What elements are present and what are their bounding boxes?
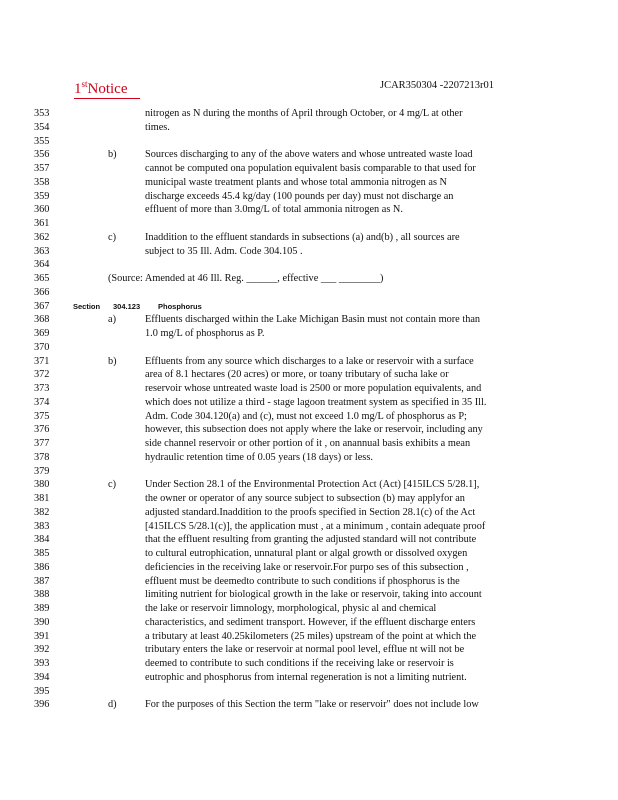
line-number: 362 bbox=[34, 231, 50, 243]
line-number: 386 bbox=[34, 561, 50, 573]
line-number: 376 bbox=[34, 424, 50, 436]
text-line bbox=[0, 410, 618, 424]
line-text: that the effluent resulting from granting the adjusted standard will not contribute bbox=[145, 534, 477, 546]
line-text: nitrogen as N during the months of April through October, or 4 mg/L at other bbox=[145, 108, 463, 119]
line-text: cannot be computed ona population equivalent basis comparable to that used for bbox=[145, 163, 476, 174]
document-id: JCAR350304 -2207213r01 bbox=[380, 80, 495, 91]
text-line bbox=[0, 437, 618, 451]
line-number: 363 bbox=[34, 245, 50, 257]
text-line bbox=[0, 657, 618, 671]
line-number: 359 bbox=[34, 190, 50, 202]
subsection-label: c) bbox=[108, 479, 116, 491]
subsection-label: a) bbox=[108, 314, 116, 326]
line-text: hydraulic retention time of 0.05 years (18 days) or less. bbox=[145, 451, 373, 463]
line-number: 392 bbox=[34, 644, 50, 656]
line-number: 370 bbox=[34, 341, 50, 353]
line-text: which does not utilize a third - stage lagoon treatment system as specified in 35 Ill. bbox=[145, 396, 487, 408]
text-line bbox=[0, 423, 618, 437]
line-text: effluent must be deemedto contribute to such conditions if phosphorus is the bbox=[145, 575, 460, 587]
text-line bbox=[0, 588, 618, 602]
line-text: deficiencies in the receiving lake or reservoir.For purpo ses of this subsection , bbox=[145, 561, 469, 573]
text-line bbox=[0, 643, 618, 657]
line-text: For the purposes of this Section the term "lake or reservoir" does not include low bbox=[145, 699, 479, 711]
text-line bbox=[0, 506, 618, 520]
line-text: tributary enters the lake or reservoir at normal pool level, efflue nt will not be bbox=[145, 644, 465, 656]
subsection-label: c) bbox=[108, 231, 116, 243]
line-text: Under Section 28.1 of the Environmental Protection Act (Act) [415ILCS 5/28.1], bbox=[145, 479, 480, 491]
text-line bbox=[0, 478, 618, 492]
text-line bbox=[0, 231, 618, 245]
line-text: the lake or reservoir limnology, morphological, physic al and chemical bbox=[145, 603, 437, 614]
line-text: 1.0 mg/L of phosphorus as P. bbox=[145, 328, 265, 339]
text-line bbox=[0, 451, 618, 465]
text-line bbox=[0, 258, 618, 272]
line-text: a tributary at least 40.25kilometers (25 miles) upstream of the point at which the bbox=[145, 630, 477, 642]
line-text: subject to 35 Ill. Adm. Code 304.105 . bbox=[145, 245, 303, 257]
text-line bbox=[0, 300, 618, 314]
line-number: 371 bbox=[34, 355, 50, 367]
text-line bbox=[0, 121, 618, 135]
line-number: 361 bbox=[34, 218, 50, 229]
line-number: 372 bbox=[34, 369, 50, 381]
line-number: 391 bbox=[34, 630, 50, 642]
line-number: 354 bbox=[34, 121, 50, 133]
text-line bbox=[0, 176, 618, 190]
line-text: the owner or operator of any source subject to subsection (b) may applyfor an bbox=[145, 493, 465, 504]
line-text: Adm. Code 304.120(a) and (c), must not exceed 1.0 mg/L of phosphorus as P; bbox=[145, 410, 467, 422]
text-line bbox=[0, 313, 618, 327]
text-line bbox=[0, 465, 618, 479]
line-number: 366 bbox=[34, 286, 50, 298]
first-notice-label bbox=[74, 76, 140, 99]
text-line bbox=[0, 327, 618, 341]
line-text: to cultural eutrophication, unnatural plant or algal growth or dissolved oxygen bbox=[145, 548, 468, 559]
line-text: limiting nutrient for biological growth in the lake or reservoir, taking into account bbox=[145, 589, 482, 601]
section-number: 304.123 bbox=[113, 301, 141, 311]
text-line bbox=[0, 341, 618, 355]
line-number: 387 bbox=[34, 575, 50, 587]
text-line bbox=[0, 602, 618, 616]
text-line bbox=[0, 547, 618, 561]
text-line bbox=[0, 272, 618, 286]
line-text: reservoir whose untreated waste load is 2500 or more population equivalents, and bbox=[145, 383, 482, 394]
text-line bbox=[0, 671, 618, 685]
line-number: 375 bbox=[34, 410, 50, 422]
subsection-label: b) bbox=[108, 355, 117, 367]
line-number: 393 bbox=[34, 658, 50, 669]
text-line bbox=[0, 382, 618, 396]
text-line bbox=[0, 630, 618, 644]
line-number: 384 bbox=[34, 534, 50, 546]
line-number: 379 bbox=[34, 465, 50, 477]
line-text: effluent of more than 3.0mg/L of total ammonia nitrogen as N. bbox=[145, 204, 403, 216]
text-line bbox=[0, 616, 618, 630]
line-text: (Source: Amended at 46 Ill. Reg. ______, effective ___ ________) bbox=[108, 273, 384, 284]
text-line bbox=[0, 203, 618, 217]
line-number: 353 bbox=[34, 108, 50, 119]
section-title: Phosphorus bbox=[158, 301, 202, 311]
line-text: deemed to contribute to such conditions if the receiving lake or reservoir is bbox=[145, 658, 454, 669]
line-number: 394 bbox=[34, 671, 50, 683]
line-number: 360 bbox=[34, 204, 50, 216]
text-line bbox=[0, 162, 618, 176]
line-text: characteristics, and sediment transport. However, if the effluent discharge enters bbox=[145, 616, 476, 628]
line-number: 367 bbox=[34, 300, 50, 312]
line-number: 356 bbox=[34, 149, 50, 161]
line-number: 395 bbox=[34, 685, 50, 697]
text-line bbox=[0, 217, 618, 231]
line-number: 380 bbox=[34, 479, 50, 491]
subsection-label: b) bbox=[108, 149, 117, 161]
line-text: area of 8.1 hectares (20 acres) or more, or toany tributary of sucha lake or bbox=[145, 369, 449, 381]
line-number: 374 bbox=[34, 396, 50, 408]
page-header bbox=[0, 76, 618, 96]
line-number: 390 bbox=[34, 616, 50, 628]
text-line bbox=[0, 286, 618, 300]
line-number: 396 bbox=[34, 699, 50, 711]
line-number: 373 bbox=[34, 383, 50, 394]
line-text: discharge exceeds 45.4 kg/day (100 pounds per day) must not discharge an bbox=[145, 190, 454, 202]
text-line bbox=[0, 520, 618, 534]
text-line bbox=[0, 190, 618, 204]
line-number: 369 bbox=[34, 328, 50, 339]
line-text: times. bbox=[145, 121, 170, 133]
text-line bbox=[0, 148, 618, 162]
line-number: 358 bbox=[34, 176, 50, 188]
subsection-label: d) bbox=[108, 699, 117, 711]
line-number: 385 bbox=[34, 548, 50, 559]
line-number: 388 bbox=[34, 589, 50, 601]
text-line bbox=[0, 355, 618, 369]
text-line bbox=[0, 135, 618, 149]
line-number: 364 bbox=[34, 259, 50, 271]
text-line bbox=[0, 698, 618, 712]
line-text: Effluents discharged within the Lake Michigan Basin must not contain more than bbox=[145, 314, 481, 326]
document-body bbox=[0, 107, 618, 712]
text-line bbox=[0, 107, 618, 121]
line-number: 381 bbox=[34, 493, 50, 504]
line-number: 378 bbox=[34, 451, 50, 463]
line-text: Sources discharging to any of the above waters and whose untreated waste load bbox=[145, 149, 473, 161]
line-text: side channel reservoir or other portion of it , on anannual basis exhibits a mean bbox=[145, 438, 471, 449]
line-text: municipal waste treatment plants and whose total ammonia nitrogen as N bbox=[145, 176, 447, 188]
text-line bbox=[0, 245, 618, 259]
text-line bbox=[0, 685, 618, 699]
line-number: 357 bbox=[34, 163, 50, 174]
text-line bbox=[0, 575, 618, 589]
line-number: 377 bbox=[34, 438, 50, 449]
text-line bbox=[0, 533, 618, 547]
line-text: [415ILCS 5/28.1(c)], the application must , at a minimum , contain adequate proof bbox=[145, 520, 486, 532]
section-label: Section bbox=[73, 301, 101, 311]
notice-superscript: st bbox=[81, 79, 88, 89]
line-text: adjusted standard.Inaddition to the proofs specified in Section 28.1(c) of the Act bbox=[145, 506, 476, 518]
line-text: Effluents from any source which discharges to a lake or reservoir with a surface bbox=[145, 355, 474, 367]
line-number: 389 bbox=[34, 603, 50, 614]
line-number: 383 bbox=[34, 520, 50, 532]
line-number: 365 bbox=[34, 273, 50, 284]
notice-number: 1 bbox=[74, 81, 82, 97]
text-line bbox=[0, 396, 618, 410]
text-line bbox=[0, 368, 618, 382]
line-text: however, this subsection does not apply where the lake or reservoir, including any bbox=[145, 424, 483, 436]
text-line bbox=[0, 561, 618, 575]
line-number: 368 bbox=[34, 314, 50, 326]
line-number: 355 bbox=[34, 135, 50, 147]
text-line bbox=[0, 492, 618, 506]
line-text: Inaddition to the effluent standards in subsections (a) and(b) , all sources are bbox=[145, 231, 460, 243]
line-text: eutrophic and phosphorus from internal regeneration is not a limiting nutrient. bbox=[145, 671, 467, 683]
line-number: 382 bbox=[34, 506, 50, 518]
notice-word: Notice bbox=[87, 81, 128, 97]
